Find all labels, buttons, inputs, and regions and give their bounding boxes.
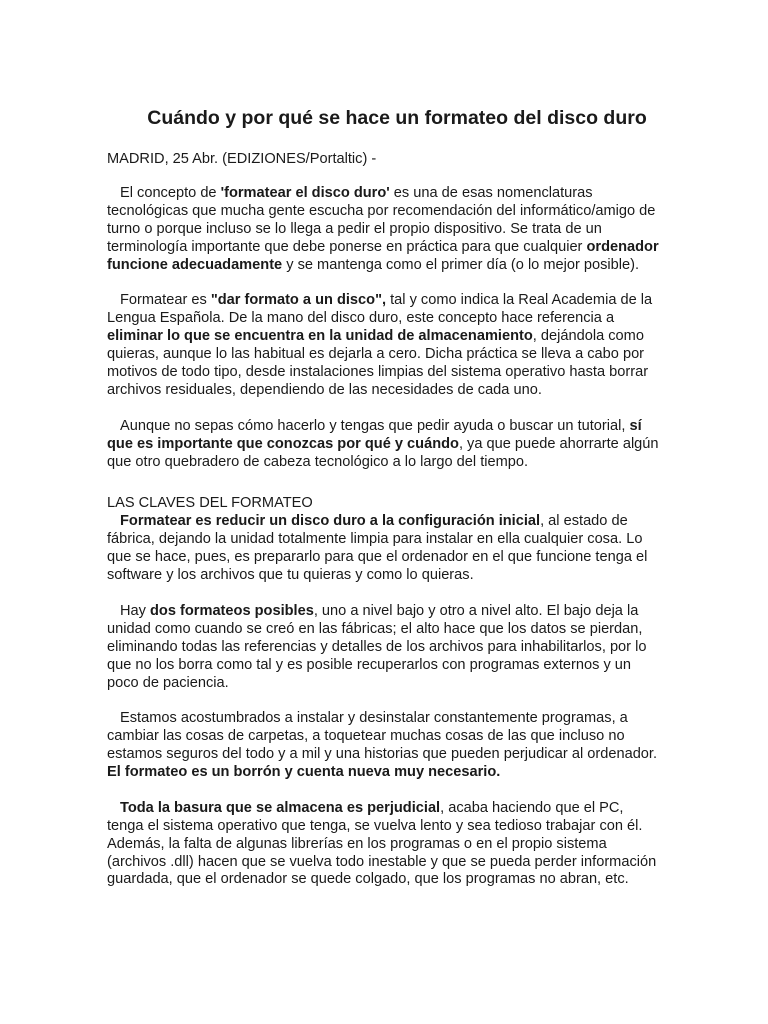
paragraph-5-text-c: , uno a nivel bajo y otro a nivel alto. El bajo deja la unidad como cuando se creó en las fábricas; el alto hace que los datos se pierdan, eliminando todas las referencias y detalles de los archivos para inhabilitarlos, por lo que no los borra como tal y es posible recuperarlos con programas externos y un poco de paciencia. xyxy=(107,602,647,691)
paragraph-4 xyxy=(107,513,663,585)
paragraph-3 xyxy=(107,418,663,472)
paragraph-1-text-a: El concepto de xyxy=(120,185,221,201)
paragraph-2 xyxy=(107,292,663,399)
paragraph-6-bold-b: El formateo es un borrón y cuenta nueva muy necesario. xyxy=(107,764,501,781)
paragraph-5 xyxy=(107,603,663,693)
paragraph-5-text-a: Hay xyxy=(120,602,151,619)
paragraph-2-bold-d: eliminar lo que se encuentra en la unidad de almacenamiento xyxy=(107,328,533,345)
dateline: MADRID, 25 Abr. (EDIZIONES/Portaltic) - xyxy=(107,151,377,167)
paragraph-1 xyxy=(107,185,663,275)
paragraph-1-text-e: y se mantenga como el primer día (o lo mejor posible). xyxy=(282,256,640,273)
paragraph-3-bold-b: sí que es importante que conozcas por qué y cuándo xyxy=(107,417,642,452)
document-title: Cuándo y por qué se hace un formateo del disco duro xyxy=(147,107,647,129)
paragraph-2-bold-b: "dar formato a un disco", xyxy=(210,292,387,309)
paragraph-1-text-c: es una de esas nomenclaturas tecnológicas que mucha gente escucha por recomendación del informático/amigo de turno o porque incluso se lo llega a pedir el propio dispositivo. Se trata de un terminología importante que debe ponerse en práctica para que cualquier xyxy=(107,185,656,255)
paragraph-4-bold-a: Formatear es reducir un disco duro a la configuración inicial xyxy=(120,513,541,530)
paragraph-6 xyxy=(107,710,663,782)
paragraph-2-text-c: tal y como indica la Real Academia de la Lengua Española. De la mano del disco duro, este concepto hace referencia a xyxy=(107,292,653,327)
paragraph-3-text-a: Aunque no sepas cómo hacerlo y tengas que pedir ayuda o buscar un tutorial, xyxy=(120,417,630,434)
paragraph-4-text-b: , al estado de fábrica, dejando la unidad totalmente limpia para instalar en ella cualquier cosa. Lo que se hace, pues, es prepararlo para que el ordenador en el que funcione tenga el software y los archivos que tu quieras y como lo quieras. xyxy=(107,513,648,584)
paragraph-1-bold-d: ordenador funcione adecuadamente xyxy=(107,238,659,273)
paragraph-7-text-b: , acaba haciendo que el PC, tenga el sistema operativo que tenga, se vuelva lento y sea tedioso trabajar con él. Además, la falta de algunas librerías en los programas o en el propio sistema (archivos .dll) hacen que se vuelva todo inestable y que se pueda perder información guardada, que el ordenador se quede colgado, que los programas no abran, etc. xyxy=(107,799,657,888)
paragraph-7-bold-a: Toda la basura que se almacena es perjudicial xyxy=(120,799,441,816)
paragraph-1-bold-b: 'formatear el disco duro' xyxy=(220,185,390,201)
section-heading: LAS CLAVES DEL FORMATEO xyxy=(107,495,313,512)
paragraph-2-text-e: , dejándola como quieras, aunque lo las habitual es dejarla a cero. Dicha práctica se lleva a cabo por motivos de todo tipo, desde instalaciones limpias del sistema operativo hasta borrar archivos residuales, dependiendo de las necesidades de cada uno. xyxy=(107,328,649,398)
paragraph-7 xyxy=(107,800,663,890)
paragraph-2-text-a: Formatear es xyxy=(120,292,211,309)
paragraph-5-bold-b: dos formateos posibles xyxy=(150,602,314,619)
paragraph-3-text-c: , ya que puede ahorrarte algún que otro quebradero de cabeza tecnológico a lo largo del tiempo. xyxy=(107,435,659,470)
paragraph-6-text-a: Estamos acostumbrados a instalar y desinstalar constantemente programas, a cambiar las cosas de carpetas, a toquetear muchas cosas de las que incluso no estamos seguros del todo y a mil y una historias que pueden perjudicar al ordenador. xyxy=(107,710,658,763)
article-body xyxy=(107,185,663,907)
